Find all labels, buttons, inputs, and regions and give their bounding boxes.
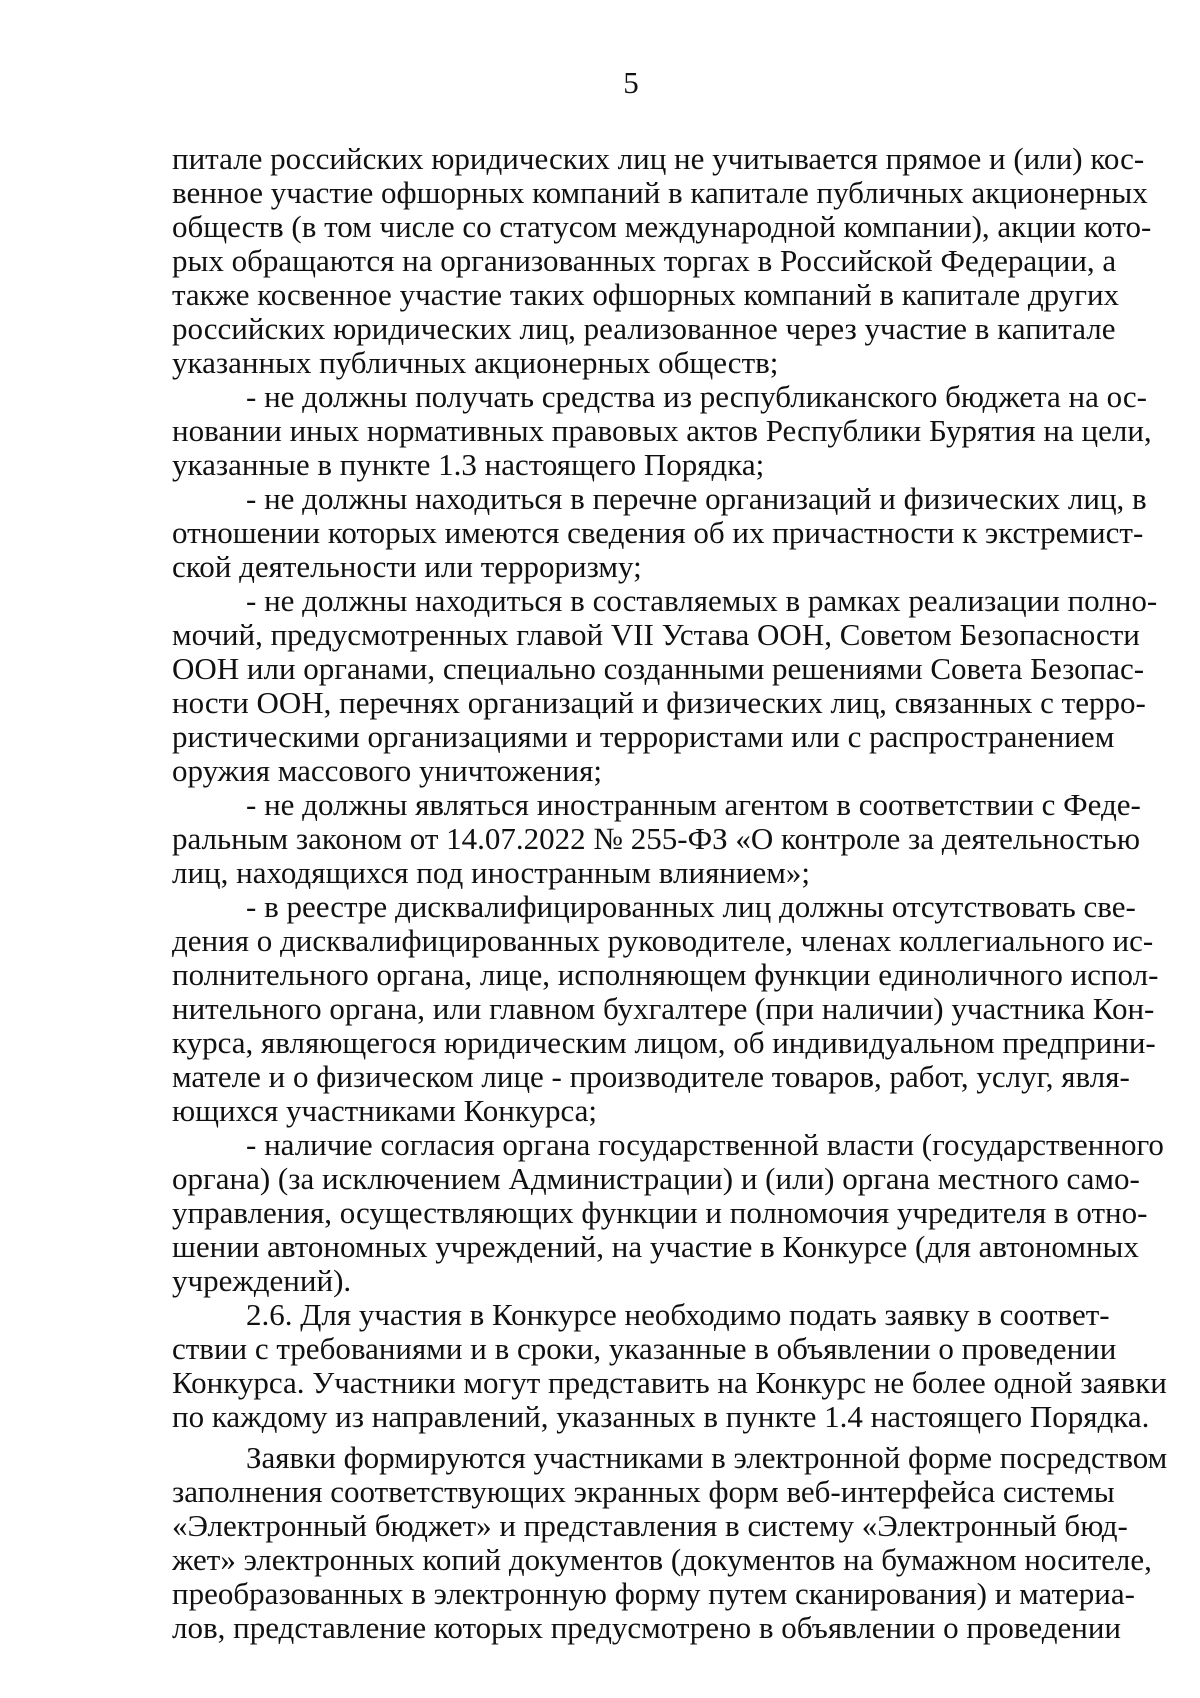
text-line: - не должны находиться в перечне организаций и физических лиц, в [246, 481, 1147, 516]
text-line: нительного органа, или главном бухгалтере (при наличии) участника Кон- [172, 991, 1155, 1026]
paragraph [172, 1297, 1167, 1434]
text-line: мочий, предусмотренных главой VII Устава ООН, Советом Безопасности [172, 617, 1140, 652]
text-line: лов, представление которых предусмотрено в объявлении о проведении [172, 1610, 1122, 1645]
text-line: заполнения соответствующих экранных форм веб-интерфейса системы [172, 1474, 1115, 1509]
text-line: управления, осуществляющих функции и полномочия учредителя в отно- [172, 1195, 1148, 1230]
paragraph [172, 1127, 1164, 1298]
text-line: ристическими организациями и террористами или с распространением [172, 719, 1115, 754]
text-line: указанные в пункте 1.3 настоящего Порядка; [172, 447, 765, 482]
text-line: ствии с требованиями и в сроки, указанные в объявлении о проведении [172, 1331, 1117, 1366]
text-line: обществ (в том числе со статусом международной компании), акции кото- [172, 209, 1152, 244]
paragraph [172, 583, 1158, 788]
text-line: также косвенное участие таких офшорных компаний в капитале других [172, 277, 1120, 312]
text-line: «Электронный бюджет» и представления в систему «Электронный бюд- [172, 1508, 1128, 1543]
text-line: оружия массового уничтожения; [172, 753, 602, 788]
text-line: - не должны являться иностранным агентом в соответствии с Феде- [246, 787, 1141, 822]
text-line: российских юридических лиц, реализованное через участие в капитале [172, 311, 1116, 346]
text-line: - не должны находиться в составляемых в рамках реализации полно- [246, 583, 1158, 618]
text-line: отношении которых имеются сведения об их причастности к экстремист- [172, 515, 1144, 550]
text-line: учреждений). [172, 1263, 352, 1298]
text-line: ской деятельности или терроризму; [172, 549, 642, 584]
text-line: курса, являющегося юридическим лицом, об индивидуальном предприни- [172, 1025, 1156, 1060]
text-line: лиц, находящихся под иностранным влиянием»; [172, 855, 810, 890]
paragraph [172, 889, 1159, 1128]
text-line: - наличие согласия органа государственной власти (государственного [246, 1127, 1164, 1162]
page-number: 5 [623, 65, 639, 100]
text-line: ральным законом от 14.07.2022 № 255-ФЗ «О контроле за деятельностью [172, 821, 1140, 856]
text-line: по каждому из направлений, указанных в пункте 1.4 настоящего Порядка. [172, 1399, 1150, 1434]
text-line: венное участие офшорных компаний в капитале публичных акционерных [172, 175, 1148, 210]
text-line: мателе и о физическом лице - производителе товаров, работ, услуг, явля- [172, 1059, 1130, 1094]
text-line: ющихся участниками Конкурса; [172, 1093, 597, 1128]
paragraph [172, 1440, 1168, 1645]
paragraph [172, 141, 1152, 380]
text-line: - в реестре дисквалифицированных лиц должны отсутствовать све- [246, 889, 1136, 924]
text-line: Заявки формируются участниками в электронной форме посредством [246, 1440, 1168, 1475]
text-line: шении автономных учреждений, на участие в Конкурсе (для автономных [172, 1229, 1139, 1264]
text-line: ООН или органами, специально созданными решениями Совета Безопас- [172, 651, 1145, 686]
text-line: Конкурса. Участники могут представить на Конкурс не более одной заявки [172, 1365, 1167, 1400]
document-body [172, 141, 1168, 1645]
text-line: 2.6. Для участия в Конкурсе необходимо подать заявку в соответ- [246, 1297, 1110, 1332]
text-line: новании иных нормативных правовых актов Республики Бурятия на цели, [172, 413, 1152, 448]
text-line: питале российских юридических лиц не учитывается прямое и (или) кос- [172, 141, 1145, 176]
text-line: рых обращаются на организованных торгах в Российской Федерации, а [172, 243, 1117, 278]
text-line: указанных публичных акционерных обществ; [172, 345, 779, 380]
text-line: полнительного органа, лице, исполняющем функции единоличного испол- [172, 957, 1159, 992]
text-line: дения о дисквалифицированных руководителе, членах коллегиального ис- [172, 923, 1154, 958]
text-line: преобразованных в электронную форму путем сканирования) и материа- [172, 1576, 1135, 1611]
paragraph [172, 481, 1147, 584]
text-line: жет» электронных копий документов (документов на бумажном носителе, [172, 1542, 1152, 1577]
paragraph [172, 787, 1141, 890]
text-line: ности ООН, перечнях организаций и физических лиц, связанных с терро- [172, 685, 1146, 720]
paragraph [172, 379, 1152, 482]
text-line: органа) (за исключением Администрации) и (или) органа местного само- [172, 1161, 1140, 1196]
text-line: - не должны получать средства из республиканского бюджета на ос- [246, 379, 1147, 414]
